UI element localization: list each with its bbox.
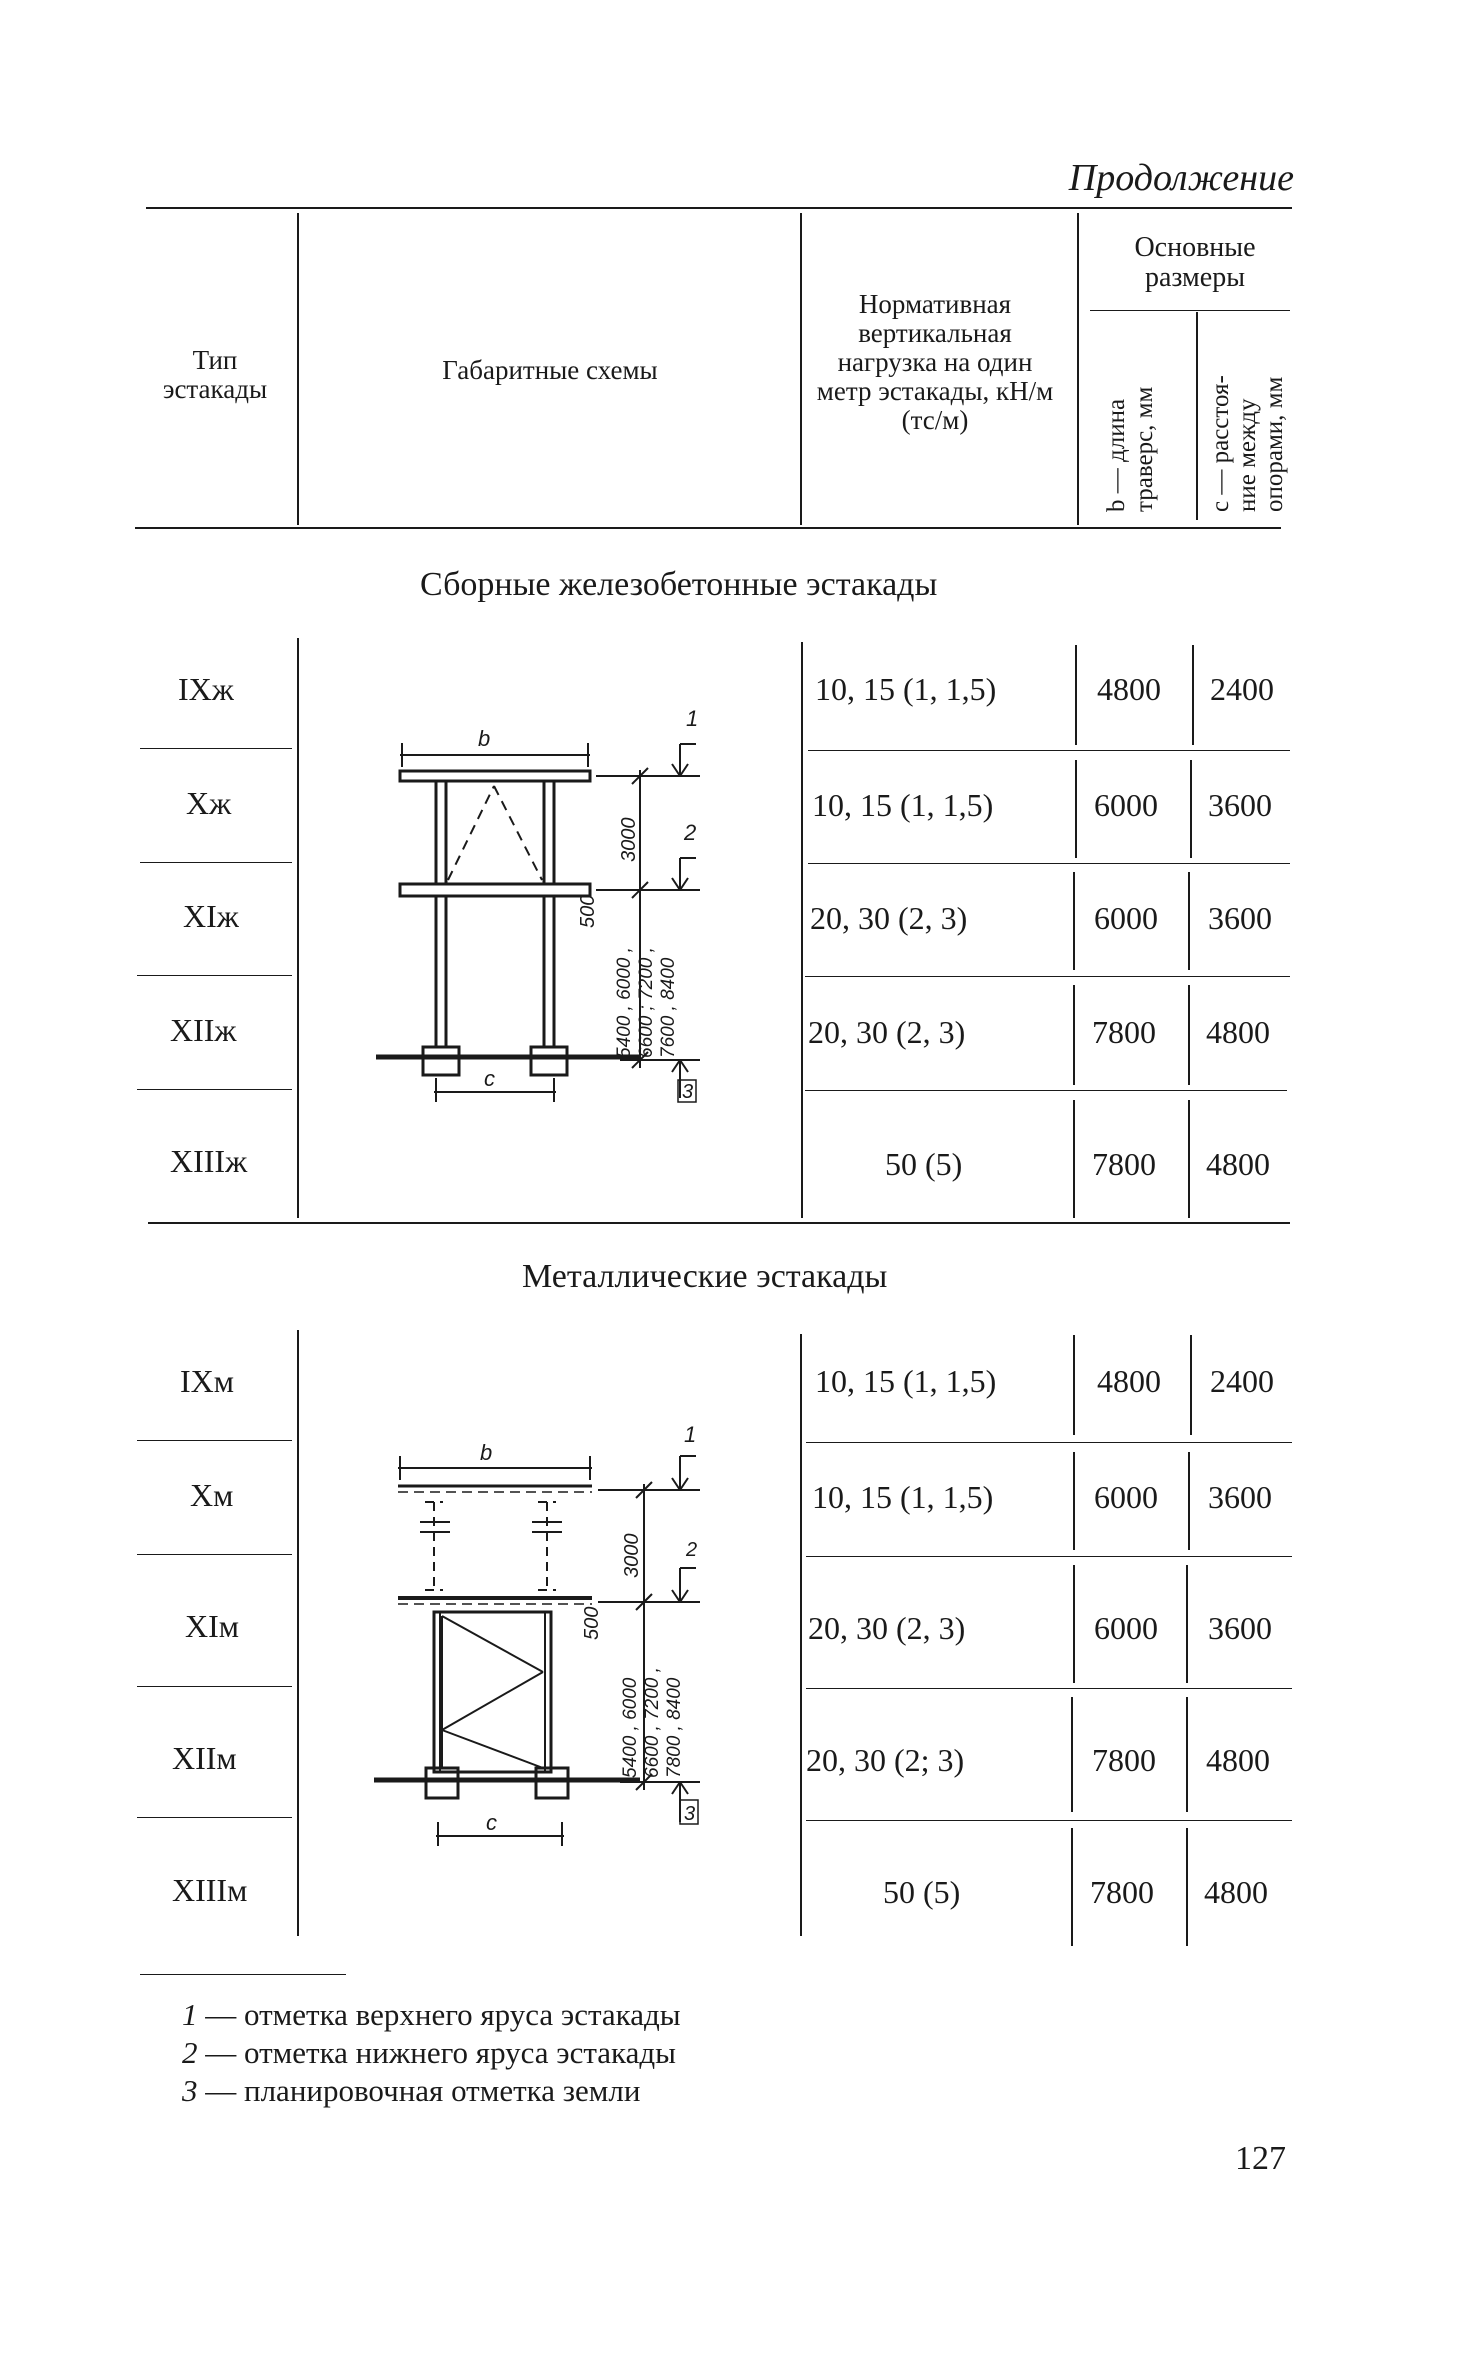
continuation-label: Продолжение: [1068, 157, 1294, 199]
load-cell: 20, 30 (2, 3): [808, 1014, 966, 1050]
col-divider: [1186, 1565, 1188, 1683]
row-rule: [137, 1440, 292, 1441]
type-cell: XIIж: [170, 1012, 237, 1048]
col-divider: [297, 638, 299, 1218]
row-rule: [137, 1089, 292, 1090]
col-divider: [1071, 1697, 1073, 1812]
type-cell: XIIIж: [170, 1143, 248, 1179]
dim-lower-label: 5400 , 6000 ,: [614, 947, 635, 1058]
marker-1-label: 1: [684, 1422, 697, 1447]
dim-c-label: c: [486, 1810, 497, 1835]
load-cell: 50 (5): [885, 1146, 963, 1182]
dim-b-label: b: [480, 1440, 493, 1465]
col-divider: [1073, 1335, 1075, 1435]
header-type: Тип эстакады: [162, 345, 268, 404]
c-cell: 4800: [1206, 1742, 1270, 1778]
col-divider: [1192, 645, 1194, 745]
dim-lower-label: 7600 , 8400: [658, 957, 679, 1058]
footnote-number: 3: [182, 2073, 198, 2108]
col-divider: [1073, 985, 1075, 1085]
header-b-line1: b — длина: [1103, 398, 1130, 512]
type-cell: XIIм: [172, 1740, 237, 1776]
b-cell: 7800: [1092, 1014, 1156, 1050]
row-rule: [806, 1688, 1292, 1689]
c-cell: 2400: [1210, 671, 1274, 707]
section-bottom-rule: [148, 1222, 1290, 1224]
row-rule: [140, 748, 292, 749]
col-divider: [1073, 1452, 1075, 1550]
footnote-item: [182, 2034, 681, 2072]
header-c-line3: опорами, мм: [1261, 376, 1288, 512]
header-divider-4: [1196, 312, 1198, 520]
col-divider: [801, 642, 803, 1218]
col-divider: [1073, 1565, 1075, 1683]
marker-2-label: 2: [684, 820, 697, 845]
header-divider-2: [800, 213, 802, 525]
row-rule: [806, 1556, 1292, 1557]
load-cell: 50 (5): [883, 1874, 961, 1910]
type-cell: XIIIм: [172, 1872, 248, 1908]
marker-2-label: 2: [686, 1539, 698, 1561]
col-divider: [1188, 1452, 1190, 1550]
footnote-rule: [140, 1974, 346, 1975]
header-c-line1: c — расстоя-: [1207, 375, 1234, 512]
marker-3-label: 3: [682, 1081, 694, 1103]
col-divider: [1190, 1335, 1192, 1435]
col-divider: [1188, 872, 1190, 970]
dim-lower-label: 5400 , 6000: [620, 1677, 641, 1778]
col-divider: [1190, 760, 1192, 858]
type-cell: XIж: [183, 898, 239, 934]
b-cell: 4800: [1097, 1363, 1161, 1399]
dim-lower-label: 6600 , 7200 ,: [642, 1667, 663, 1778]
header-load: Нормативная вертикальная нагрузка на один метр эстакады, кН/м (тс/м): [816, 289, 1054, 435]
c-cell: 2400: [1210, 1363, 1274, 1399]
marker-3-label: 3: [684, 1803, 696, 1825]
b-cell: 6000: [1094, 1479, 1158, 1515]
footnote-text: — отметка нижнего яруса эстакады: [197, 2035, 677, 2070]
header-c-line2: ние между: [1234, 398, 1261, 512]
row-rule: [805, 1090, 1287, 1091]
load-cell: 20, 30 (2, 3): [808, 1610, 966, 1646]
col-divider: [1071, 1828, 1073, 1946]
b-cell: 7800: [1092, 1146, 1156, 1182]
row-rule: [808, 863, 1290, 864]
b-cell: 6000: [1094, 900, 1158, 936]
b-cell: 6000: [1094, 1610, 1158, 1646]
c-cell: 4800: [1206, 1014, 1270, 1050]
metal-trestle-diagram: [360, 1400, 720, 1860]
dim-b-label: b: [478, 726, 491, 751]
c-cell: 3600: [1208, 1479, 1272, 1515]
footnote-item: [182, 2072, 681, 2110]
page-number: 127: [1235, 2140, 1286, 2177]
header-dims-group: Основные размеры: [1134, 232, 1256, 293]
row-rule: [137, 975, 292, 976]
col-divider: [1075, 645, 1077, 745]
col-divider: [297, 1330, 299, 1936]
header-bottom-rule: [135, 527, 1281, 529]
dim-gap-label: 500: [577, 894, 599, 928]
header-divider-1: [297, 213, 299, 525]
c-cell: 3600: [1208, 1610, 1272, 1646]
col-divider: [800, 1334, 802, 1936]
header-top-rule: [146, 207, 1292, 209]
c-cell: 4800: [1206, 1146, 1270, 1182]
row-rule: [137, 1554, 292, 1555]
header-dims-rule: [1090, 310, 1290, 311]
footnotes: [182, 1996, 681, 2110]
col-divider: [1075, 760, 1077, 858]
footnote-number: 2: [182, 2035, 198, 2070]
c-cell: 3600: [1208, 787, 1272, 823]
col-divider: [1073, 1100, 1075, 1218]
col-divider: [1186, 1697, 1188, 1812]
type-cell: XIм: [185, 1608, 240, 1644]
header-b-line2: траверс, мм: [1131, 386, 1158, 512]
b-cell: 6000: [1094, 787, 1158, 823]
load-cell: 10, 15 (1, 1,5): [815, 1363, 997, 1399]
b-cell: 4800: [1097, 671, 1161, 707]
header-divider-3: [1077, 213, 1079, 525]
footnote-text: — планировочная отметка земли: [197, 2073, 641, 2108]
row-rule: [140, 862, 292, 863]
row-rule: [805, 976, 1290, 977]
col-divider: [1188, 985, 1190, 1085]
row-rule: [137, 1817, 292, 1818]
dim-upper-label: 3000: [618, 817, 640, 862]
type-cell: IXм: [180, 1363, 235, 1399]
rc-trestle-diagram: [360, 700, 720, 1130]
type-cell: Xж: [186, 785, 232, 821]
c-cell: 3600: [1208, 900, 1272, 936]
col-divider: [1188, 1100, 1190, 1218]
row-rule: [806, 1820, 1292, 1821]
b-cell: 7800: [1090, 1874, 1154, 1910]
col-divider: [1186, 1828, 1188, 1946]
footnote-item: [182, 1996, 681, 2034]
section-title: Металлические эстакады: [522, 1258, 888, 1295]
dim-lower-label: 7800 , 8400: [664, 1677, 685, 1778]
load-cell: 10, 15 (1, 1,5): [812, 787, 994, 823]
header-schemes: Габаритные схемы: [442, 355, 658, 385]
dim-lower-label: 6600 ; 7200 ,: [636, 947, 657, 1058]
b-cell: 7800: [1092, 1742, 1156, 1778]
type-cell: Xм: [190, 1477, 234, 1513]
col-divider: [1073, 872, 1075, 970]
dim-gap-label: 500: [581, 1606, 603, 1640]
row-rule: [137, 1686, 292, 1687]
section-title: Сборные железобетонные эстакады: [420, 566, 938, 603]
load-cell: 20, 30 (2; 3): [806, 1742, 965, 1778]
dim-upper-label: 3000: [621, 1533, 643, 1578]
row-rule: [808, 750, 1290, 751]
row-rule: [806, 1442, 1292, 1443]
c-cell: 4800: [1204, 1874, 1268, 1910]
load-cell: 20, 30 (2, 3): [810, 900, 968, 936]
load-cell: 10, 15 (1, 1,5): [815, 671, 997, 707]
footnote-text: — отметка верхнего яруса эстакады: [197, 1997, 681, 2032]
footnote-number: 1: [182, 1997, 198, 2032]
dim-c-label: c: [484, 1066, 495, 1091]
marker-1-label: 1: [686, 706, 699, 731]
load-cell: 10, 15 (1, 1,5): [812, 1479, 994, 1515]
type-cell: IXж: [178, 671, 234, 707]
